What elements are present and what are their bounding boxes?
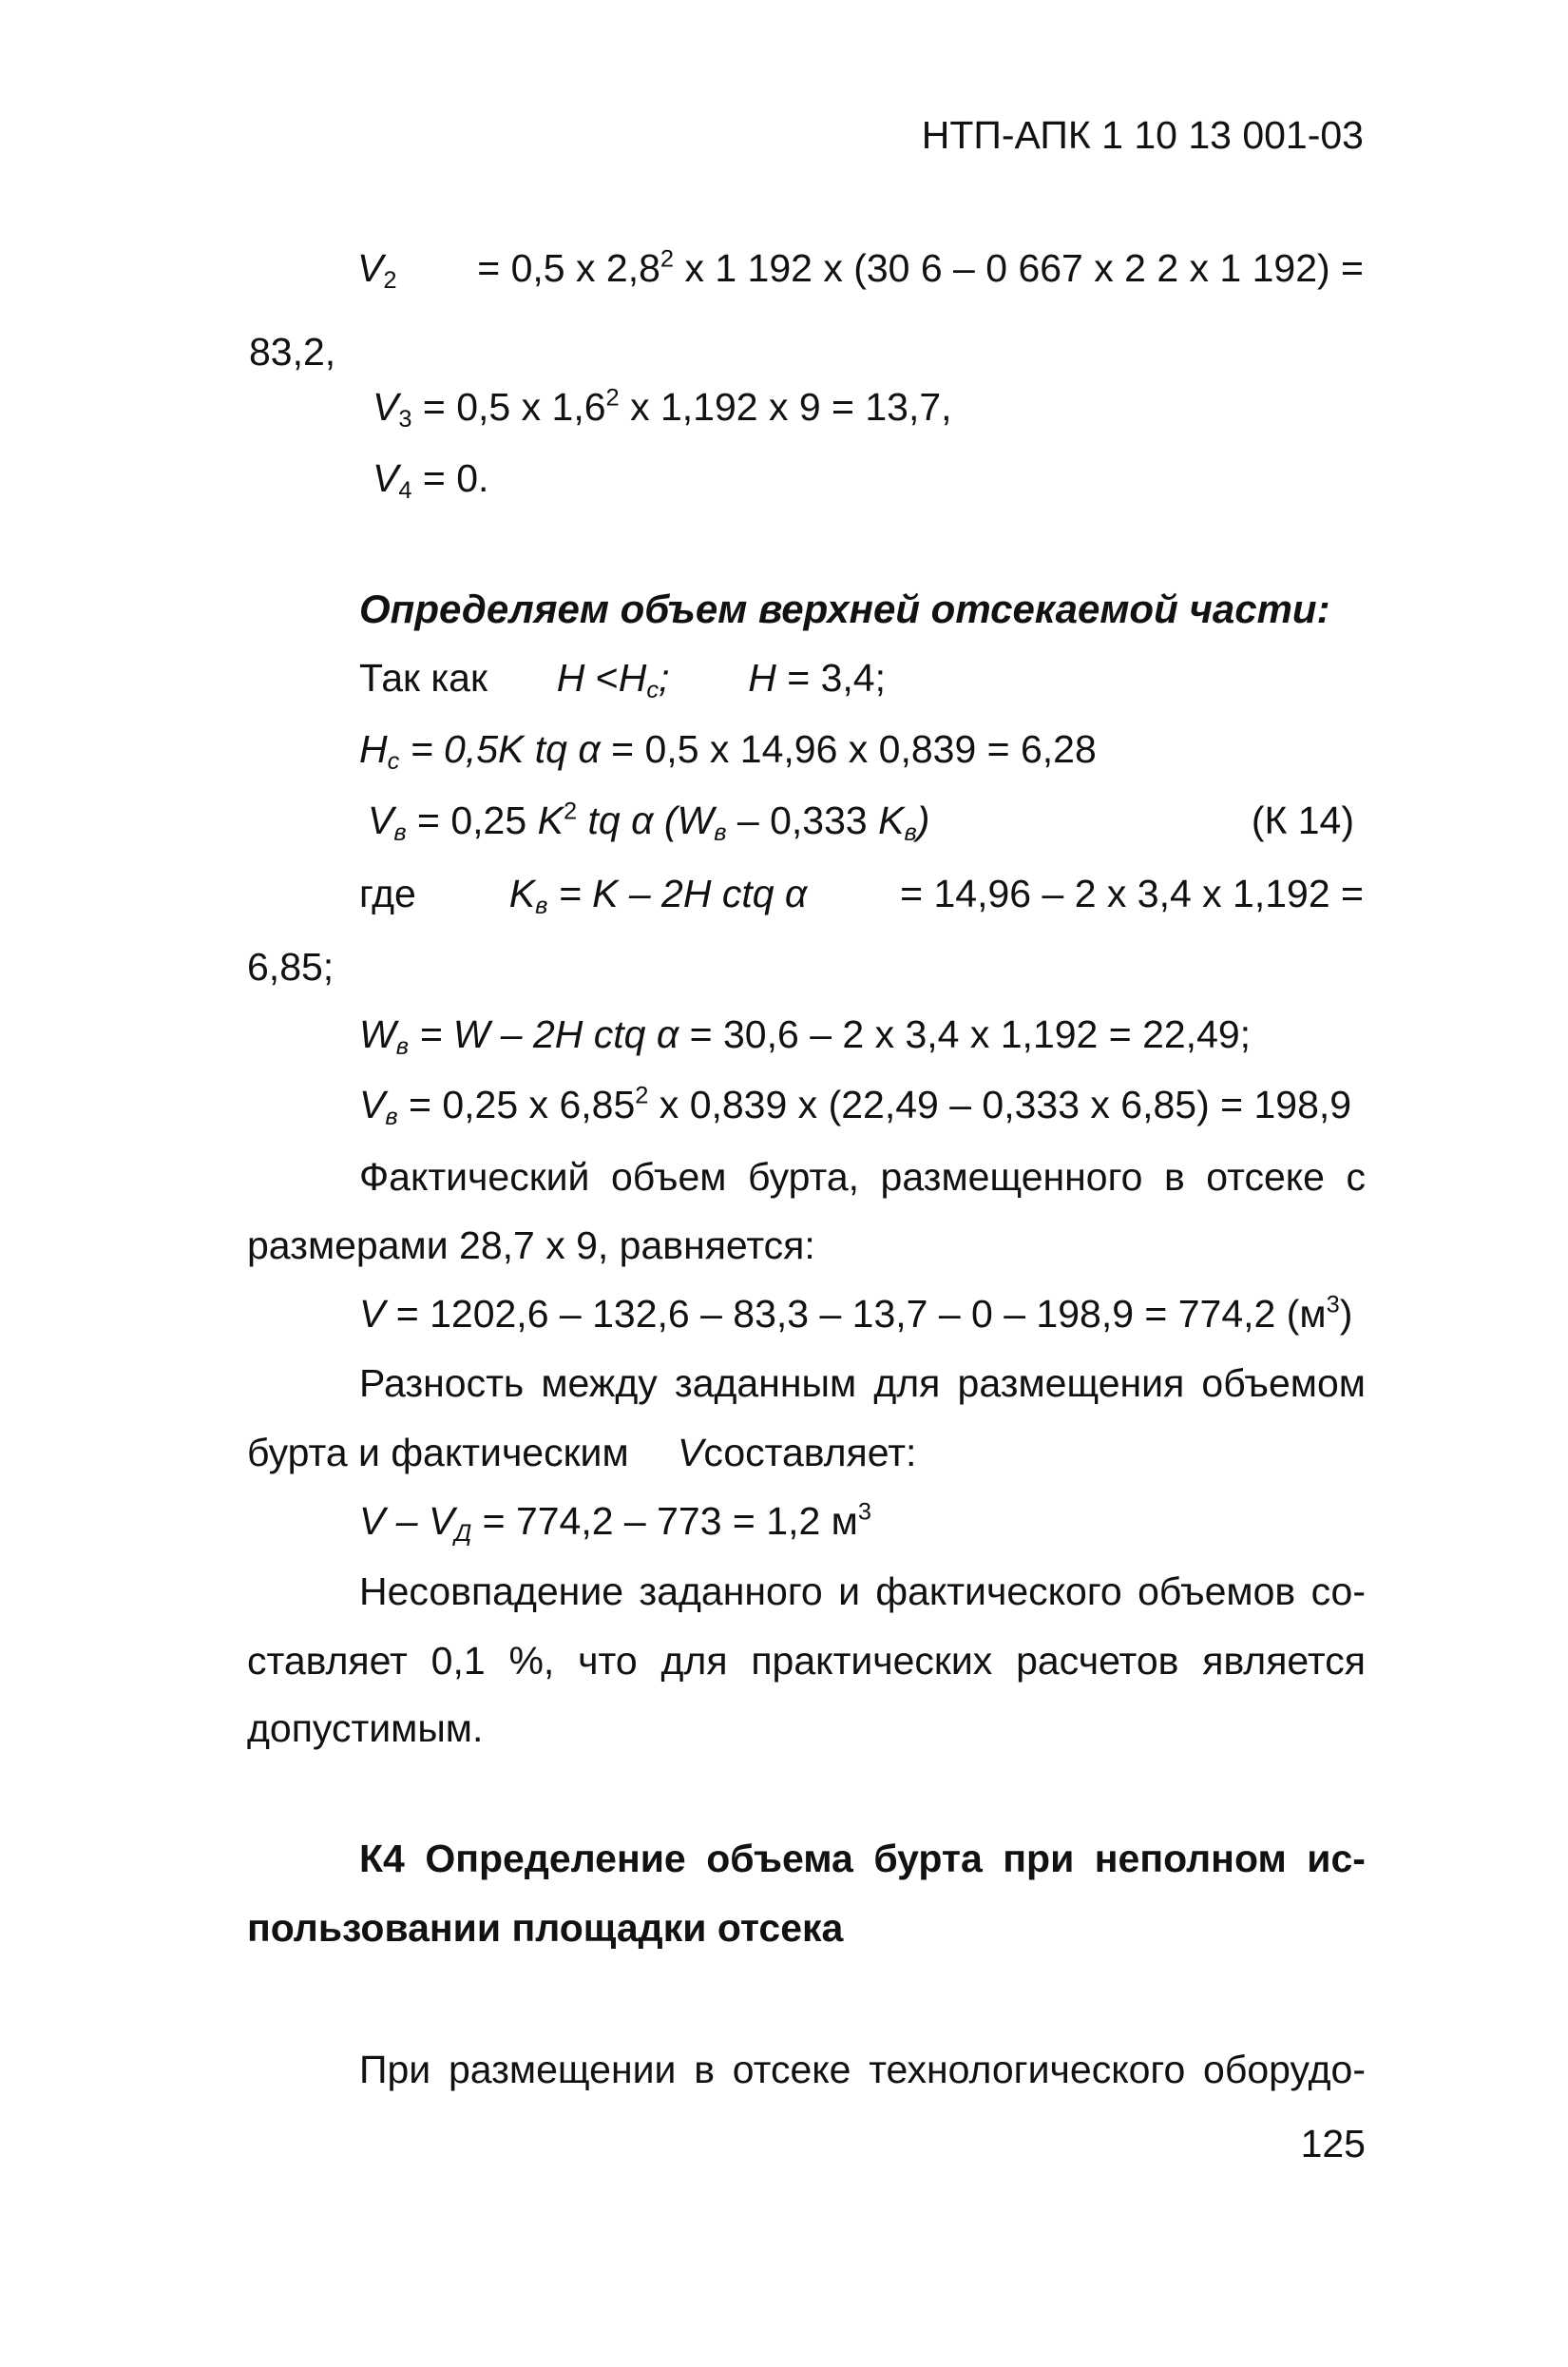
formula-v-actual: V = 1202,6 – 132,6 – 83,3 – 13,7 – 0 – 198,9 = 774,2 $(м^3)$ [359,1291,1353,1336]
formula-v3: $V_3 = 0,5$ x $1,6^2$ x 1,192 x 9 = 13,7, [373,384,952,433]
formula-difference: $V - V_Д = 774,2 - 773 = 1,2$ $м^3$ [359,1498,871,1548]
paragraph-difference-l2: бурта и фактическим Vсоставляет: [247,1431,917,1474]
since-label: Так как [359,656,488,700]
section-heading-k4-l2: пользовании площадки отсека [247,1906,844,1950]
formula-kb-def: $K_в = K - 2H$ ctq α [508,872,808,920]
page-number: 125 [1300,2122,1366,2165]
formula-wb: $W_в = W - 2H$ ctq α = 30,6 – 2 x 3,4 x 1,192 = 22,49; [359,1012,1252,1061]
formula-kb [359,872,1364,920]
formula-k14-expr: $V_в = 0,25$ $K^2$ tq α ($W_в - 0,333$ $K_в$) [368,798,930,847]
formula-k14 [368,798,1354,847]
formula-v2 [357,245,1364,295]
paragraph-actual-volume-l1: Фактический объем бурта, размещенного в отсеке с [359,1155,1366,1199]
formula-kb-value: = 14,96 – 2 x 3,4 x 1,192 = [900,872,1364,915]
formula-hc: $H_c = 0,5K$ tq α = 0,5 x 14,96 x 0,839 = 6,28 [359,727,1097,776]
paragraph-actual-volume-l2: размерами 28,7 x 9, равняется: [247,1223,815,1267]
formula-kb-continuation: 6,85; [247,945,335,989]
formula-number: (К 14) [1251,799,1354,842]
condition-line: Так как $H <H_c$; H = 3,4; [359,656,886,704]
paragraph-difference-l1: Разность между заданным для размещения объемом [359,1361,1366,1405]
formula-v2-rhs: = 0,5 x $2,8^2$ x 1 192 x (30 6 – 0 667 x 2 2 x 1 192) = [477,245,1364,290]
section-heading-upper-part: Определяем объем верхней отсекаемой части: [359,587,1330,631]
document-code: НТП-АПК 1 10 13 001-03 [921,113,1364,157]
formula-vb-result: $V_в = 0,25$ x 6,85$^2$ x 0,839 x (22,49 – 0,333 x 6,85) = 198,9 [359,1082,1352,1131]
formula-v2-lhs: $V_2$ [357,246,397,295]
section-number: К4 [359,1837,405,1880]
where-label: где [359,872,416,915]
paragraph-mismatch-l2: ставляет 0,1 %, что для практических расчетов является [247,1639,1366,1683]
paragraph-mismatch-l3: допустимым. [247,1706,484,1750]
paragraph-mismatch-l1: Несовпадение заданного и фактического объемов со- [359,1569,1366,1613]
formula-v4: $V_4 = 0$. [373,456,489,505]
formula-v2-continuation: 83,2, [249,330,336,374]
section-heading-k4-l1: К4 Определение объема бурта при неполном ис- [359,1837,1366,1880]
paragraph-k4-l1: При размещении в отсеке технологического оборудо- [359,2048,1366,2091]
